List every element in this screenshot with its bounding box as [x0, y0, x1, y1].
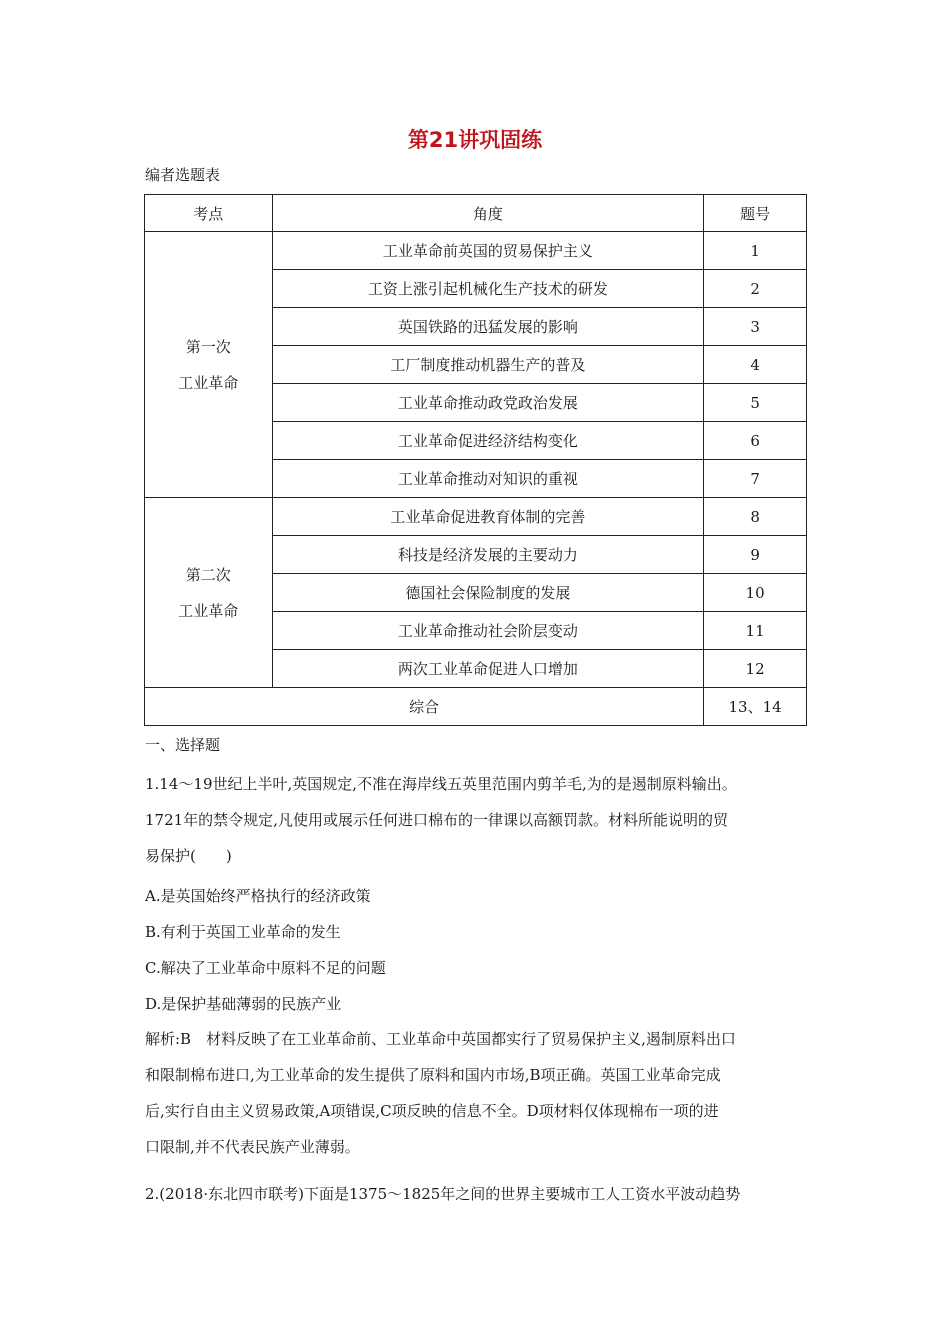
question-line: 1.14～19世纪上半叶,英国规定,不准在海岸线五英里范围内剪羊毛,为的是遏制原料输出。: [145, 775, 737, 793]
page-title: 第21讲巩固练: [407, 128, 543, 152]
question-1-analysis: [145, 1021, 810, 1165]
angle-cell: 工厂制度推动机器生产的普及: [272, 346, 704, 384]
header-angle: 角度: [272, 195, 704, 232]
angle-cell: 工业革命前英国的贸易保护主义: [272, 232, 704, 270]
table-header-row: [145, 195, 807, 232]
summary-number: 13、14: [704, 688, 807, 726]
option-c: C.解决了工业革命中原料不足的问题: [145, 959, 386, 977]
question-line: 易保护( ): [145, 847, 232, 865]
table-caption: 编者选题表: [145, 166, 221, 184]
category-label: 工业革命: [178, 601, 239, 620]
summary-label: 综合: [145, 688, 704, 726]
number-cell: 12: [704, 650, 807, 688]
number-cell: 6: [704, 422, 807, 460]
question-2-stem: 2.(2018·东北四市联考)下面是1375～1825年之间的世界主要城市工人工资水平波动趋势: [145, 1185, 741, 1203]
header-topic: 考点: [145, 195, 273, 232]
category-label: 第一次: [185, 337, 231, 356]
category-label: 第二次: [185, 565, 231, 584]
topic-selection-table: [144, 194, 807, 726]
analysis-line: 解析:B 材料反映了在工业革命前、工业革命中英国都实行了贸易保护主义,遏制原料出口: [145, 1030, 736, 1048]
number-cell: 9: [704, 536, 807, 574]
number-cell: 11: [704, 612, 807, 650]
table-row: [145, 498, 807, 536]
angle-cell: 工业革命推动政党政治发展: [272, 384, 704, 422]
section-heading: 一、选择题: [145, 736, 221, 754]
number-cell: 1: [704, 232, 807, 270]
table-row: [145, 232, 807, 270]
angle-cell: 英国铁路的迅猛发展的影响: [272, 308, 704, 346]
angle-cell: 工业革命推动社会阶层变动: [272, 612, 704, 650]
angle-cell: 工资上涨引起机械化生产技术的研发: [272, 270, 704, 308]
category-cell-second: [145, 498, 273, 688]
angle-cell: 德国社会保险制度的发展: [272, 574, 704, 612]
number-cell: 10: [704, 574, 807, 612]
question-1-options: [145, 878, 810, 1022]
analysis-line: 后,实行自由主义贸易政策,A项错误,C项反映的信息不全。D项材料仅体现棉布一项的进: [145, 1102, 719, 1120]
summary-row: [145, 688, 807, 726]
option-a: A.是英国始终严格执行的经济政策: [145, 887, 371, 905]
number-cell: 5: [704, 384, 807, 422]
angle-cell: 两次工业革命促进人口增加: [272, 650, 704, 688]
angle-cell: 工业革命推动对知识的重视: [272, 460, 704, 498]
angle-cell: 科技是经济发展的主要动力: [272, 536, 704, 574]
number-cell: 7: [704, 460, 807, 498]
option-d: D.是保护基础薄弱的民族产业: [145, 995, 342, 1013]
angle-cell: 工业革命促进经济结构变化: [272, 422, 704, 460]
question-line: 1721年的禁令规定,凡使用或展示任何进口棉布的一律课以高额罚款。材料所能说明的贸: [145, 811, 728, 829]
number-cell: 8: [704, 498, 807, 536]
category-label: 工业革命: [178, 373, 239, 392]
number-cell: 2: [704, 270, 807, 308]
analysis-line: 和限制棉布进口,为工业革命的发生提供了原料和国内市场,B项正确。英国工业革命完成: [145, 1066, 721, 1084]
question-1-stem: [145, 766, 810, 874]
number-cell: 3: [704, 308, 807, 346]
option-b: B.有利于英国工业革命的发生: [145, 923, 341, 941]
number-cell: 4: [704, 346, 807, 384]
header-number: 题号: [704, 195, 807, 232]
angle-cell: 工业革命促进教育体制的完善: [272, 498, 704, 536]
category-cell-first: [145, 232, 273, 498]
analysis-line: 口限制,并不代表民族产业薄弱。: [145, 1138, 360, 1156]
